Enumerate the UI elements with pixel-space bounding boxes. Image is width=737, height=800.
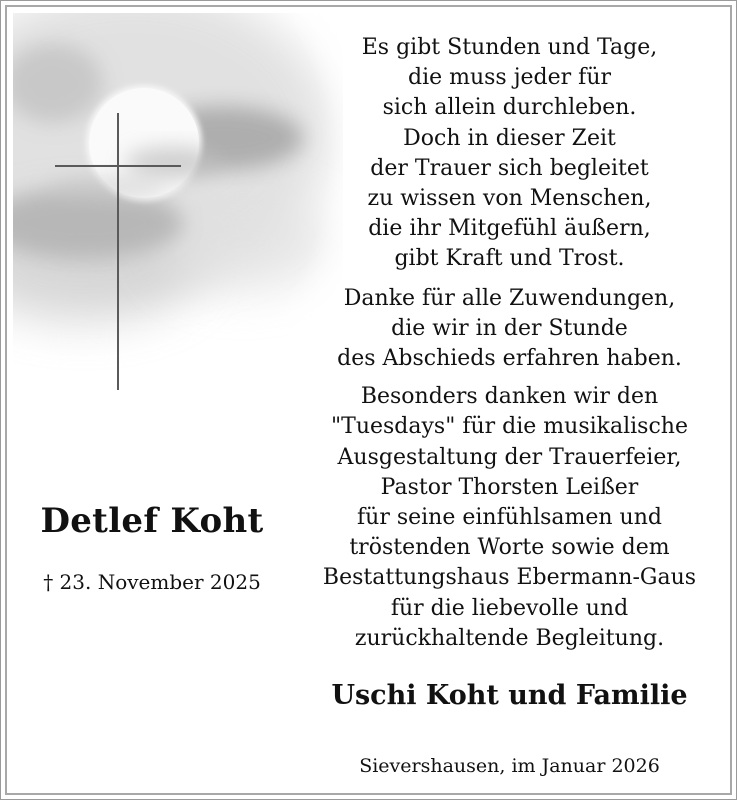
stanza-2 <box>287 284 732 375</box>
poem-line: tröstenden Worte sowie dem <box>349 535 670 561</box>
poem-line: die muss jeder für <box>407 65 612 91</box>
poem-line: Ausgestaltung der Trauerfeier, <box>337 444 682 470</box>
poem-line: des Abschieds erfahren haben. <box>337 346 682 372</box>
poem-line: sich allein durchleben. <box>382 95 637 121</box>
stanza-1 <box>287 33 732 275</box>
poem-line: "Tuesdays" für die musikalische <box>331 414 688 440</box>
poem-line: Es gibt Stunden und Tage, <box>361 35 658 60</box>
poem-line: Doch in dieser Zeit <box>403 125 616 151</box>
poem-line: gibt Kraft und Trost. <box>394 246 625 272</box>
poem-line: der Trauer sich begleitet <box>370 155 649 181</box>
poem-line: zu wissen von Menschen, <box>367 186 652 212</box>
poem-line: die ihr Mitgefühl äußern, <box>368 216 651 242</box>
place-date: Sievershausen, im Januar 2026 <box>359 755 660 777</box>
notice-border <box>5 5 732 795</box>
deceased-name: Detlef Koht <box>40 501 264 541</box>
poem-line: die wir in der Stunde <box>391 315 628 341</box>
poem-line: zurückhaltende Begleitung. <box>354 625 665 651</box>
poem-line: Danke für alle Zuwendungen, <box>343 285 676 311</box>
poem-line: für die liebevolle und <box>390 595 629 621</box>
poem-line: für seine einfühlsamen und <box>357 505 662 531</box>
poem-line: Besonders danken wir den <box>360 384 659 410</box>
death-date: † 23. November 2025 <box>43 570 261 594</box>
signature: Uschi Koht und Familie <box>331 680 688 711</box>
poem-text <box>287 33 732 654</box>
poem-line: Bestattungshaus Ebermann-Gaus <box>322 565 697 591</box>
poem-line: Pastor Thorsten Leißer <box>380 474 639 500</box>
stanza-3 <box>287 382 732 654</box>
